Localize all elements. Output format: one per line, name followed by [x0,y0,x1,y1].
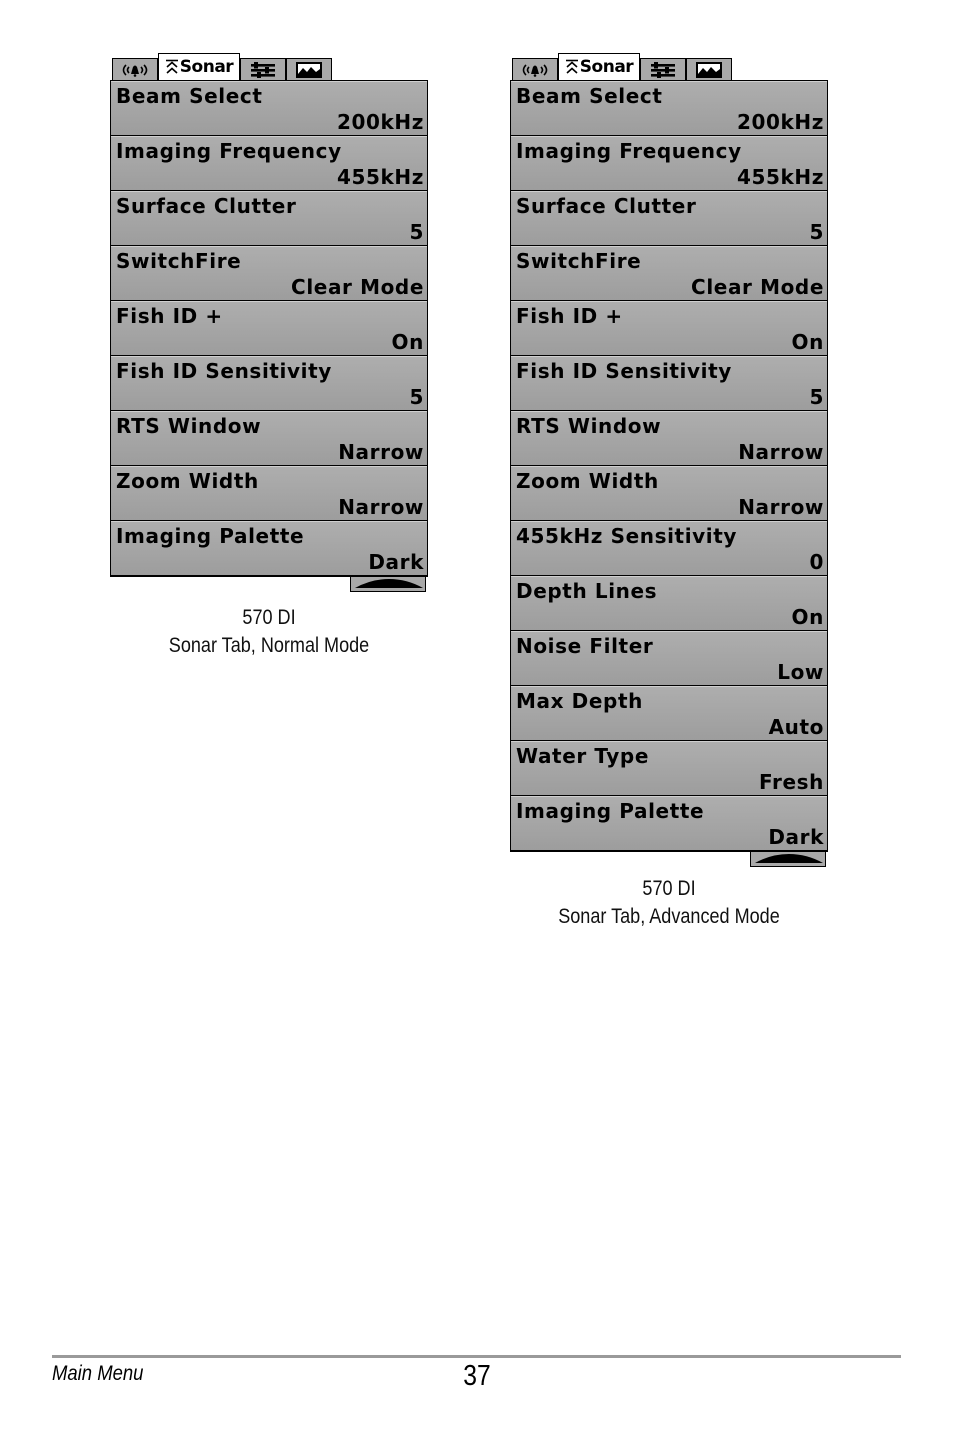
menu-item-value: Narrow [738,495,824,519]
menu-item-imaging-palette[interactable] [111,521,427,576]
setup-icon [648,62,678,78]
views-icon [696,62,722,78]
menu-item-label: Beam Select [116,84,263,108]
menu-item-label: Fish ID Sensitivity [516,359,732,383]
caption-description: Sonar Tab, Advanced Mode [558,905,780,928]
menu-item-label: Surface Clutter [516,194,697,218]
setup-icon [248,62,278,78]
menu-item-zoom-width[interactable] [511,466,827,521]
menu-item-noise-filter[interactable] [511,631,827,686]
menu-item-label: Fish ID Sensitivity [116,359,332,383]
scroll-up-arrow-icon [751,852,827,866]
scroll-up-arrow-icon [351,577,427,591]
menu-item-value: Clear Mode [691,275,824,299]
footer-divider [52,1355,901,1358]
menu-item-value: 455kHz [736,165,824,189]
menu-item-label: Imaging Palette [516,799,705,823]
menu-item-label: 455kHz Sensitivity [516,524,738,548]
normal-mode-caption [132,604,405,660]
menu-item-label: Fish ID + [516,304,623,328]
tab-sonar[interactable] [158,53,240,80]
menu-item-label: Zoom Width [516,469,659,493]
menu-item-value: On [391,330,424,354]
menu-item-label: Imaging Frequency [516,139,742,163]
tab-views[interactable] [286,58,332,80]
menu-item-switchfire[interactable] [111,246,427,301]
menu-item-surface-clutter[interactable] [111,191,427,246]
sonar-icon [165,59,179,75]
advanced-mode-menu [510,52,828,867]
menu-tabs [110,52,428,80]
menu-item-label: Depth Lines [516,579,658,603]
menu-item-value: Clear Mode [291,275,424,299]
menu-item-value: Dark [768,825,824,849]
menu-list [110,80,428,577]
menu-item-455khz-sensitivity[interactable] [511,521,827,576]
menu-item-fish-id[interactable] [111,301,427,356]
menu-item-label: Max Depth [516,689,643,713]
footer-section-title: Main Menu [52,1362,144,1385]
menu-item-value: 5 [409,385,424,409]
menu-item-value: 455kHz [336,165,424,189]
menu-item-depth-lines[interactable] [511,576,827,631]
tab-sonar[interactable] [558,53,640,80]
caption-model: 570 DI [242,606,296,629]
menu-item-fish-id-sensitivity[interactable] [511,356,827,411]
tab-views[interactable] [686,58,732,80]
menu-item-label: Noise Filter [516,634,654,658]
menu-item-surface-clutter[interactable] [511,191,827,246]
menu-item-water-type[interactable] [511,741,827,796]
menu-item-beam-select[interactable] [511,81,827,136]
menu-item-fish-id[interactable] [511,301,827,356]
menu-item-imaging-frequency[interactable] [511,136,827,191]
scroll-up-tab[interactable] [350,577,426,592]
menu-item-imaging-frequency[interactable] [111,136,427,191]
menu-item-label: Imaging Frequency [116,139,342,163]
menu-item-value: 5 [409,220,424,244]
tab-sonar-label: Sonar [179,57,234,77]
views-icon [296,62,322,78]
menu-item-label: Zoom Width [116,469,259,493]
tab-alarms[interactable] [512,58,558,80]
tab-setup[interactable] [640,58,686,80]
tab-sonar-label: Sonar [579,57,634,77]
menu-item-label: Surface Clutter [116,194,297,218]
menu-item-label: RTS Window [516,414,662,438]
menu-item-value: Narrow [338,495,424,519]
menu-item-label: Fish ID + [116,304,223,328]
menu-list [510,80,828,852]
menu-item-label: Water Type [516,744,649,768]
menu-item-label: Beam Select [516,84,663,108]
page-number: 37 [463,1360,491,1392]
menu-item-switchfire[interactable] [511,246,827,301]
menu-item-value: Fresh [759,770,824,794]
caption-model: 570 DI [642,877,696,900]
menu-item-value: 5 [809,385,824,409]
caption-description: Sonar Tab, Normal Mode [168,634,370,657]
menu-item-fish-id-sensitivity[interactable] [111,356,427,411]
menu-item-max-depth[interactable] [511,686,827,741]
alarms-icon [520,63,550,77]
normal-mode-menu [110,52,428,592]
tab-setup[interactable] [240,58,286,80]
menu-item-value: Narrow [338,440,424,464]
menu-item-beam-select[interactable] [111,81,427,136]
menu-item-value: 200kHz [736,110,824,134]
tab-alarms[interactable] [112,58,158,80]
menu-item-rts-window[interactable] [111,411,427,466]
menu-item-rts-window[interactable] [511,411,827,466]
alarms-icon [120,63,150,77]
menu-item-value: Low [777,660,824,684]
menu-item-value: On [791,605,824,629]
menu-item-label: Imaging Palette [116,524,305,548]
menu-item-value: On [791,330,824,354]
menu-item-label: SwitchFire [116,249,242,273]
menu-item-value: 200kHz [336,110,424,134]
menu-item-label: SwitchFire [516,249,642,273]
advanced-mode-caption [532,875,805,931]
menu-item-imaging-palette[interactable] [511,796,827,851]
scroll-up-tab[interactable] [750,852,826,867]
menu-item-value: Auto [768,715,824,739]
menu-item-value: Dark [368,550,424,574]
sonar-icon [565,59,579,75]
menu-item-zoom-width[interactable] [111,466,427,521]
menu-tabs [510,52,828,80]
menu-item-value: 5 [809,220,824,244]
menu-item-value: 0 [809,550,824,574]
menu-item-value: Narrow [738,440,824,464]
menu-item-label: RTS Window [116,414,262,438]
